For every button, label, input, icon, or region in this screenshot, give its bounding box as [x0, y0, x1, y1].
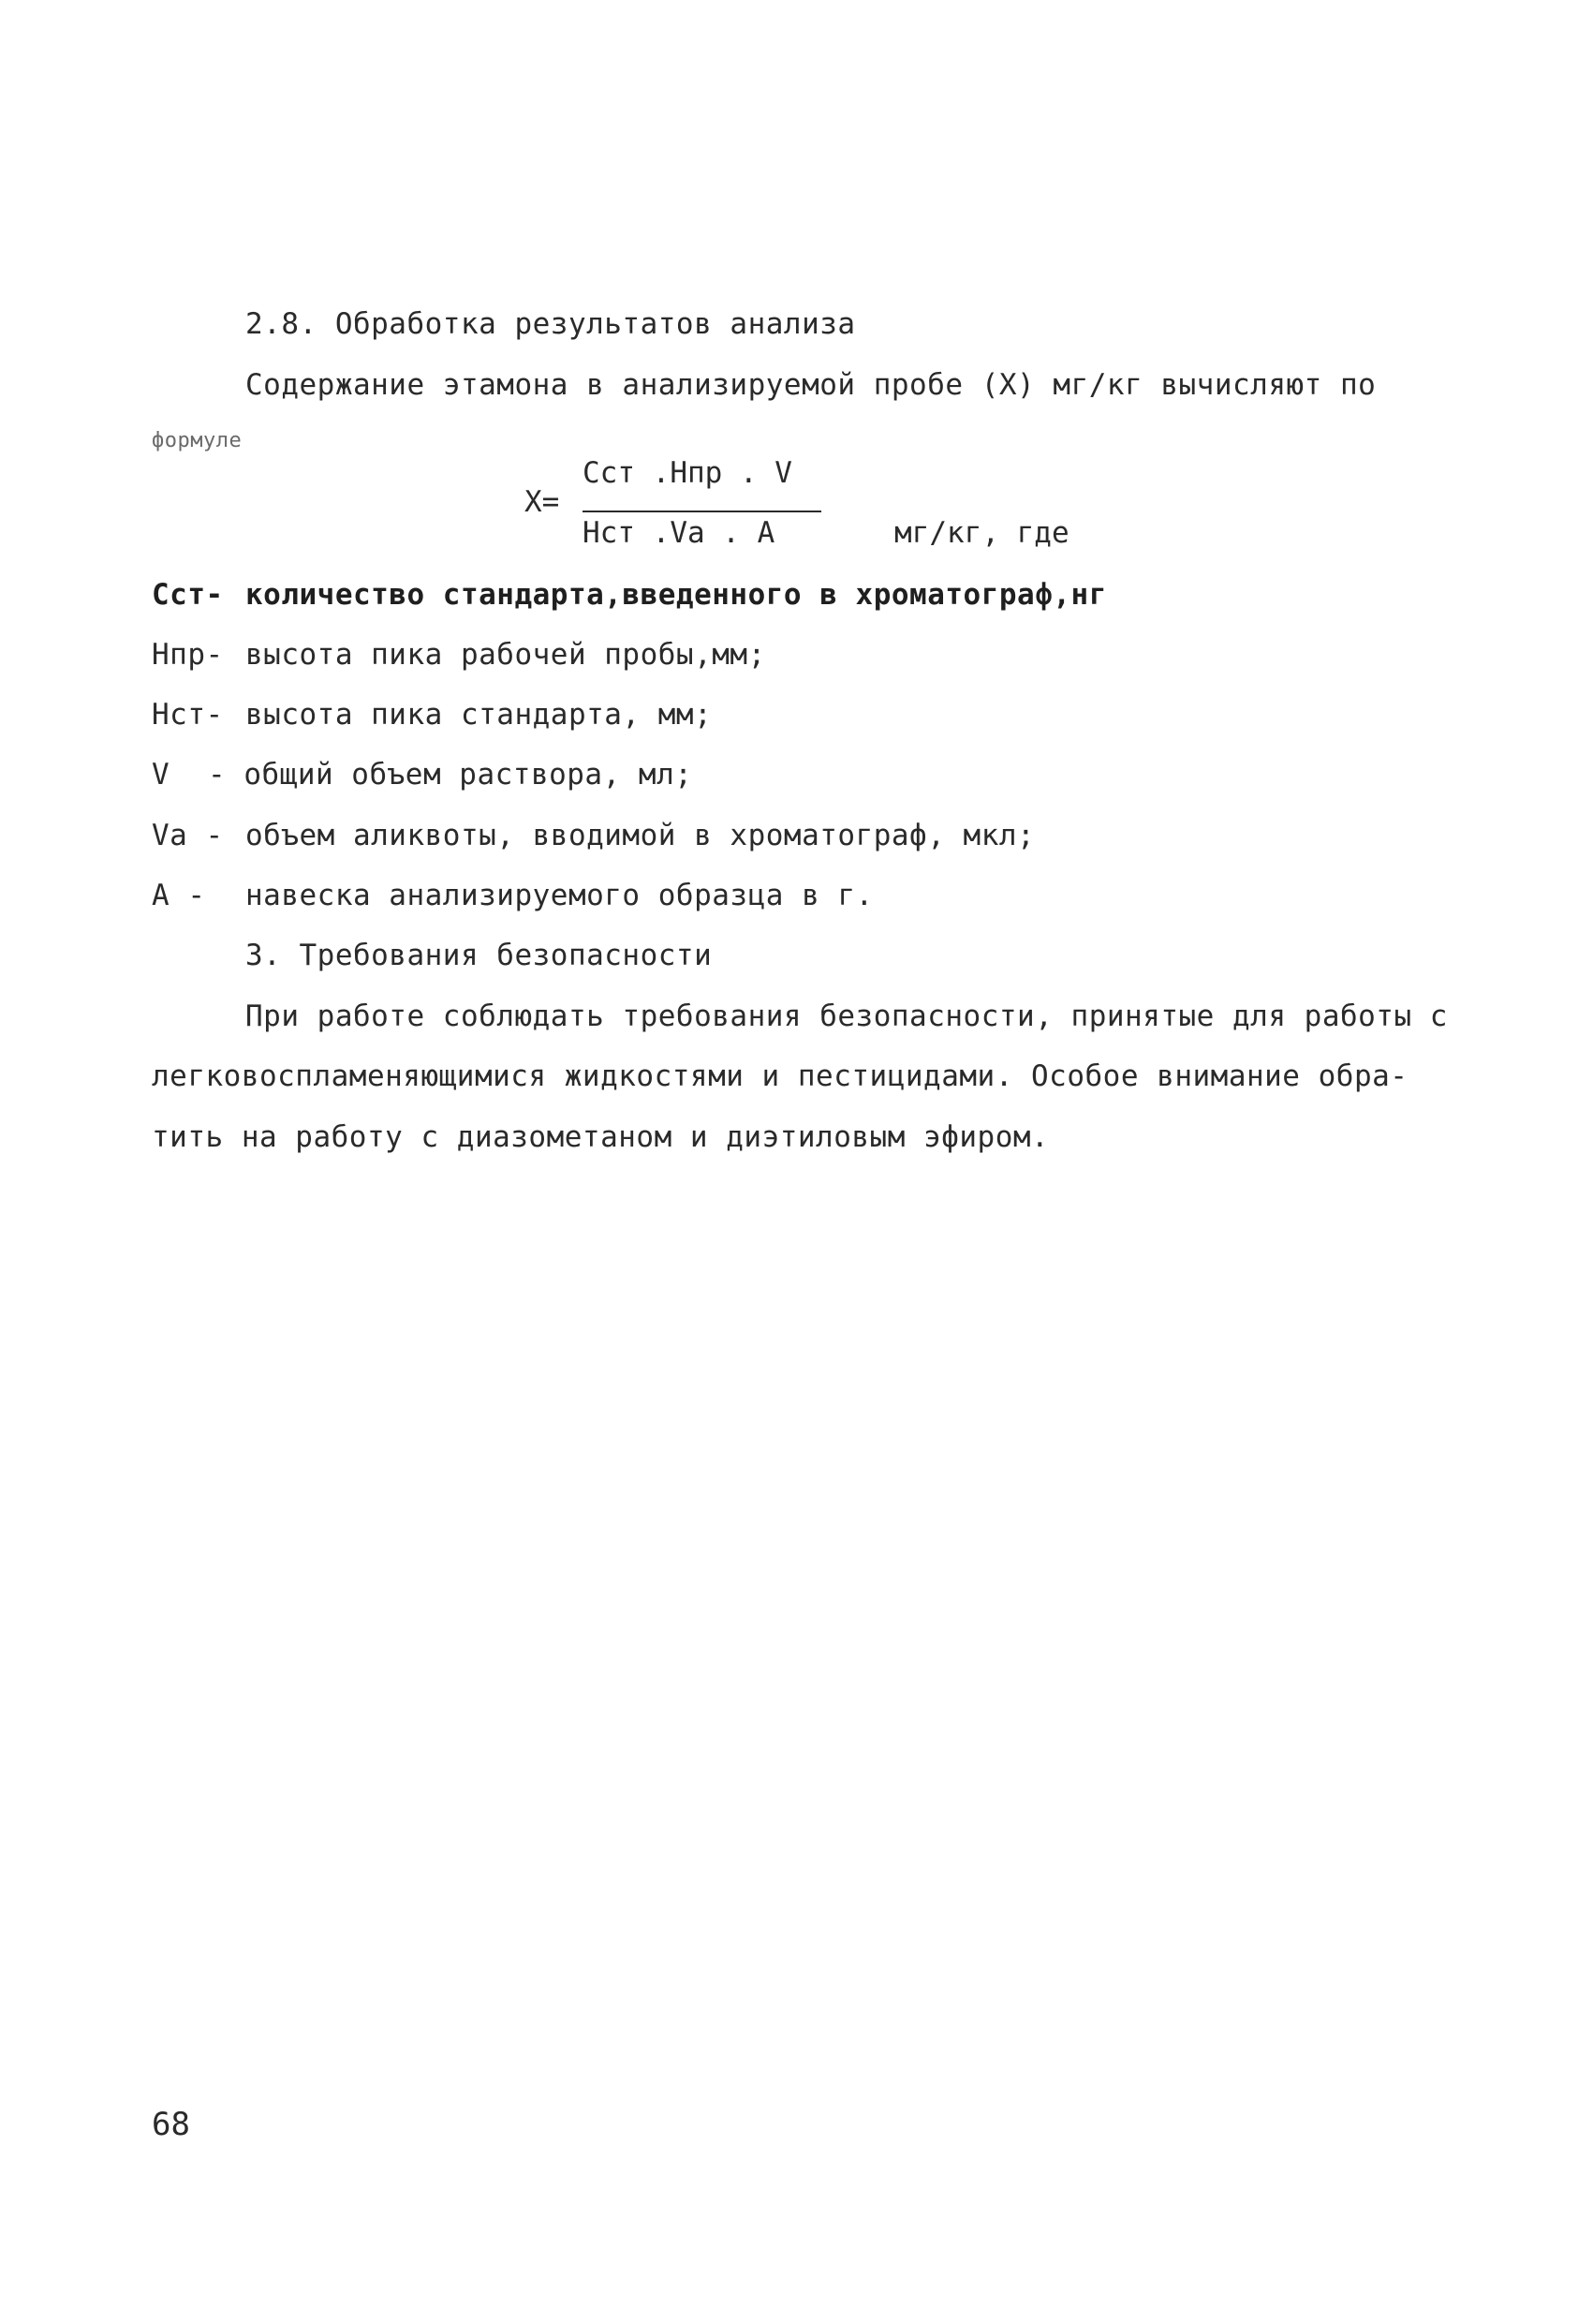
intro-line-1: Содержание этамона в анализируемой пробе (X) мг/кг вычисляют по	[245, 368, 1377, 402]
definition-text: - общий объем раствора, мл;	[208, 758, 693, 792]
definition-symbol: Сст-	[152, 578, 224, 612]
safety-line-2: легковоспламеняющимися жидкостями и пестицидами. Особое внимание обра-	[152, 1059, 1409, 1093]
formula-numerator: Сст .Нпр . V	[583, 456, 792, 490]
formula-unit: мг/кг, где	[894, 516, 1069, 550]
safety-line-1: При работе соблюдать требования безопасности, принятые для работы с	[245, 999, 1448, 1033]
formula-denominator: Нст .Va . A	[583, 516, 775, 550]
safety-heading: 3. Требования безопасности	[245, 939, 713, 972]
safety-line-3: тить на работу с диазометаном и диэтиловым эфиром.	[152, 1120, 1050, 1154]
definition-symbol: V	[152, 758, 170, 792]
definition-text: объем аликвоты, вводимой в хроматограф, мкл;	[245, 819, 1036, 852]
definition-text: навеска анализируемого образца в г.	[245, 879, 874, 912]
definition-symbol: Нст-	[152, 698, 224, 732]
definition-symbol: Нпр-	[152, 638, 224, 672]
definition-text: количество стандарта,введенного в хроматограф,нг	[245, 578, 1107, 612]
formula-lhs: X=	[524, 485, 560, 519]
definition-text: высота пика рабочей пробы,мм;	[245, 638, 766, 672]
intro-line-2: формуле	[152, 429, 243, 452]
fraction-bar	[583, 511, 821, 512]
section-heading: 2.8. Обработка результатов анализа	[245, 307, 856, 341]
definition-text: высота пика стандарта, мм;	[245, 698, 713, 732]
page-number: 68	[152, 2106, 190, 2143]
definition-symbol: Va -	[152, 819, 224, 852]
definition-symbol: A -	[152, 879, 206, 912]
